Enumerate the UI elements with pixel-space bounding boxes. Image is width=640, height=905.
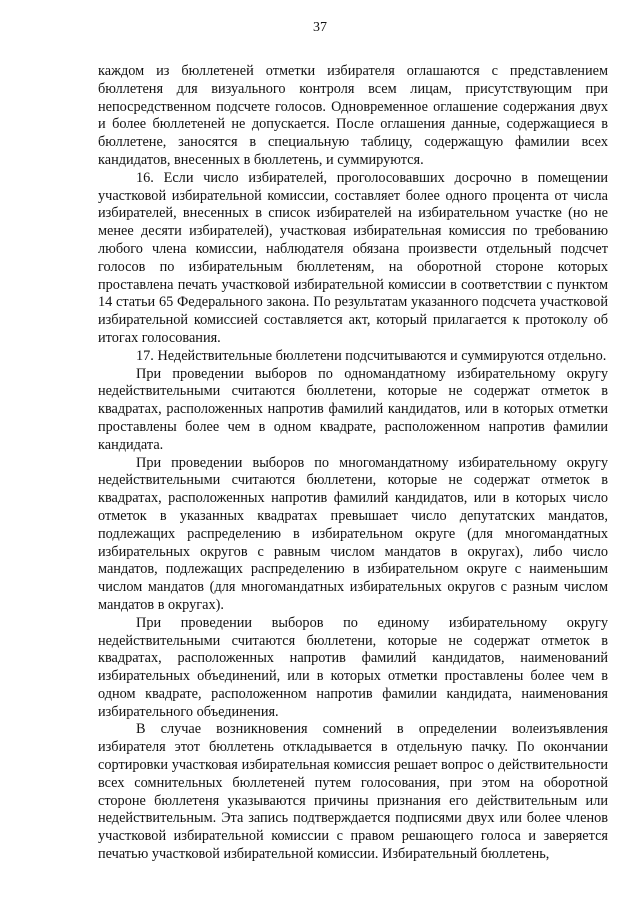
paragraph-single-district: При проведении выборов по единому избирательному округу недействительными считаются бюллетени, которые не содержат отметок в квадратах, расположенных напротив фамилий кандидатов, наименований избирательных объединений, или в которых отметки проставлены более чем в одном квадрате, расположенном напротив фамилии кандидата, наименования избирательного объединения. bbox=[98, 614, 608, 720]
paragraph-continuation: каждом из бюллетеней отметки избирателя оглашаются с представлением бюллетеня для визуального контроля всем лицам, присутствующим при непосредственном подсчете голосов. Одновременное оглашение содержания двух и более бюллетеней не допускается. После оглашения данные, содержащиеся в бюллетене, заносятся в специальную таблицу, содержащую фамилии всех кандидатов, внесенных в бюллетень, и суммируются. bbox=[98, 63, 608, 168]
paragraph-multi-mandate: При проведении выборов по многомандатному избирательному округу недействительными считаются бюллетени, которые не содержат отметок в квадратах, расположенных напротив фамилий кандидатов, или в которых число отметок в указанных квадратах превышает число депутатских мандатов, подлежащих распределению в избирательном округе (для многомандатных избирательных округов с равным числом мандатов в округах), либо число мандатов, подлежащих распределению в избирательном округе с наименьшим числом мандатов (для многомандатных избирательных округов с разным числом мандатов в округах). bbox=[98, 454, 608, 613]
page-body bbox=[98, 63, 608, 864]
page-number: 37 bbox=[313, 20, 327, 35]
paragraph-item-16: 16. Если число избирателей, проголосовавших досрочно в помещении участковой избирательной комиссии, составляет более одного процента от числа избирателей, внесенных в список избирателей на избирательном участке (но не менее десяти избирателей), участковая избирательная комиссия по требованию любого члена комиссии, наблюдателя обязана произвести отдельный подсчет голосов по избирательным бюллетеням, на оборотной стороне которых проставлена печать участковой избирательной комиссии в соответствии с пунктом 14 статьи 65 Федерального закона. По результатам указанного подсчета участковой избирательной комиссией составляется акт, который прилагается к протоколу об итогах голосования. bbox=[98, 169, 608, 346]
paragraph-item-17: 17. Недействительные бюллетени подсчитываются и суммируются отдельно. bbox=[136, 347, 607, 364]
paragraph-doubtful-ballots: В случае возникновения сомнений в определении волеизъявления избирателя этот бюллетень откладывается в отдельную пачку. По окончании сортировки участковая избирательная комиссия решает вопрос о действительности всех сомнительных бюллетеней путем голосования, при этом на оборотной стороне бюллетеня указываются причины признания его действительным или недействительным. Эта запись подтверждается подписями двух или более членов участковой избирательной комиссии с правом решающего голоса и заверяется печатью участковой избирательной комиссии. Избирательный бюллетень, bbox=[98, 721, 608, 863]
paragraph-single-mandate: При проведении выборов по одномандатному избирательному округу недействительными считаются бюллетени, которые не содержат отметок в квадратах, расположенных напротив фамилий кандидатов, или в которых отметки проставлены более чем в одном квадрате, расположенном напротив фамилии кандидата. bbox=[98, 365, 608, 453]
